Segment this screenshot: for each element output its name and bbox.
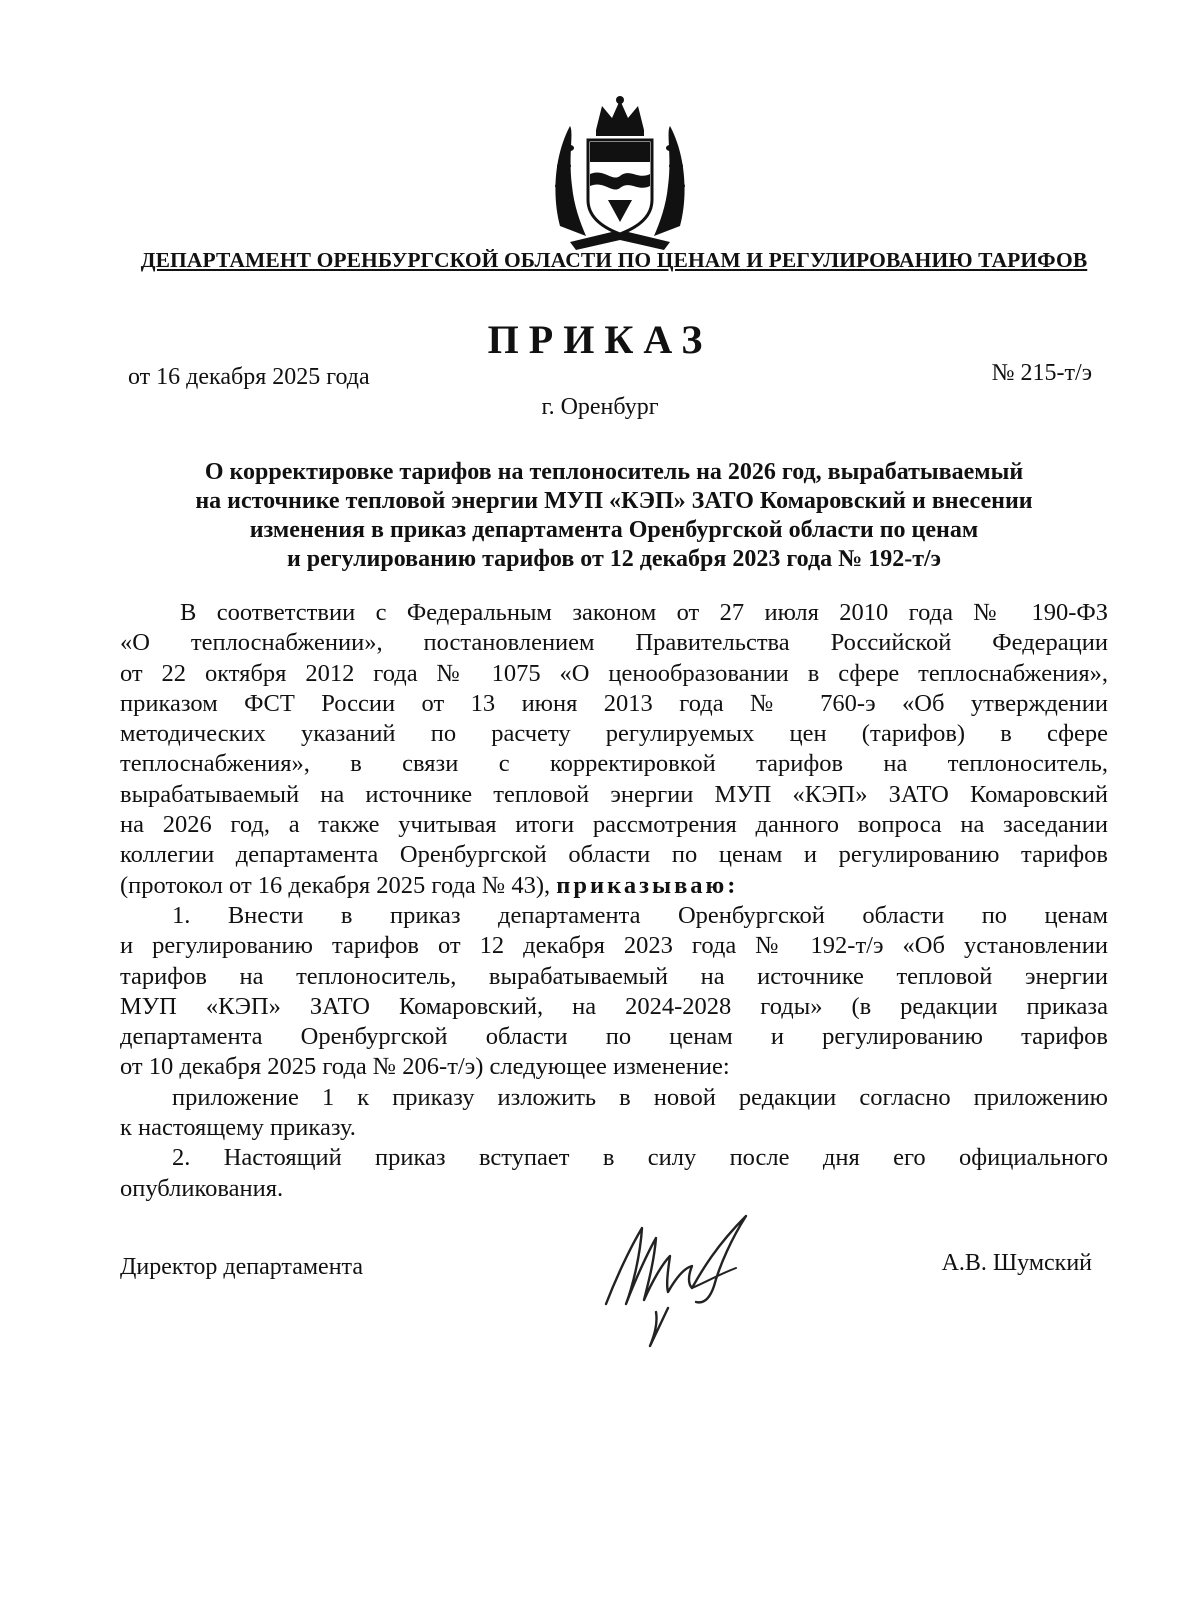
document-subject bbox=[120, 458, 1108, 574]
body-line: методических указаний по расчету регулируемых цен (тарифов) в сфере bbox=[120, 720, 1108, 748]
coat-of-arms-icon bbox=[550, 96, 690, 254]
body-line: опубликования. bbox=[120, 1174, 284, 1202]
subject-line: изменения в приказ департамента Оренбургской области по ценам bbox=[249, 517, 979, 543]
body-line: коллегии департамента Оренбургской области по ценам и регулированию тарифов bbox=[120, 841, 1108, 869]
body-line: от 10 декабря 2025 года № 206-т/э) следующее изменение: bbox=[120, 1053, 730, 1081]
subject-line: и регулированию тарифов от 12 декабря 2023 года № 192-т/э bbox=[286, 546, 942, 572]
body-line bbox=[120, 871, 1108, 901]
body-line: теплоснабжения», в связи с корректировкой тарифов на теплоноситель, bbox=[120, 750, 1108, 778]
body-line: вырабатываемый на источнике тепловой энергии МУП «КЭП» ЗАТО Комаровский bbox=[120, 780, 1108, 808]
document-body bbox=[120, 598, 1108, 1204]
subject-line: О корректировке тарифов на теплоноситель на 2026 год, вырабатываемый bbox=[204, 459, 1024, 485]
department-name: ДЕПАРТАМЕНТ ОРЕНБУРГСКОЙ ОБЛАСТИ ПО ЦЕНАМ И РЕГУЛИРОВАНИЮ ТАРИФОВ bbox=[140, 248, 1088, 272]
body-line: 1. Внести в приказ департамента Оренбургской области по ценам bbox=[172, 901, 1108, 929]
document-number: № 215-т/э bbox=[991, 360, 1092, 386]
body-line: тарифов на теплоноситель, вырабатываемый на источнике тепловой энергии bbox=[120, 962, 1108, 990]
body-line: на 2026 год, а также учитывая итоги рассмотрения данного вопроса на заседании bbox=[120, 811, 1108, 839]
body-line: и регулированию тарифов от 12 декабря 2023 года № 192-т/э «Об установлении bbox=[120, 932, 1108, 960]
document-date: от 16 декабря 2025 года bbox=[128, 364, 370, 390]
body-line: «О теплоснабжении», постановлением Правительства Российской Федерации bbox=[120, 629, 1108, 657]
body-line: МУП «КЭП» ЗАТО Комаровский, на 2024-2028 годы» (в редакции приказа bbox=[120, 992, 1108, 1020]
body-line: от 22 октября 2012 года № 1075 «О ценообразовании в сфере теплоснабжения», bbox=[120, 659, 1108, 687]
body-line: В соответствии с Федеральным законом от 27 июля 2010 года № 190-ФЗ bbox=[180, 599, 1108, 626]
document-title: ПРИКАЗ bbox=[487, 317, 713, 362]
body-line: 2. Настоящий приказ вступает в силу после дня его официального bbox=[172, 1144, 1108, 1172]
subject-line: на источнике тепловой энергии МУП «КЭП» ЗАТО Комаровский и внесении bbox=[195, 488, 1033, 514]
body-line: департамента Оренбургской области по ценам и регулированию тарифов bbox=[120, 1023, 1108, 1051]
body-line: приложение 1 к приказу изложить в новой редакции согласно приложению bbox=[172, 1083, 1108, 1111]
protocol-text: (протокол от 16 декабря 2025 года № 43), bbox=[120, 871, 551, 899]
signature-icon bbox=[596, 1208, 782, 1350]
order-word: приказываю: bbox=[556, 871, 739, 899]
body-line: к настоящему приказу. bbox=[120, 1114, 356, 1142]
signatory-name: А.В. Шумский bbox=[941, 1250, 1092, 1276]
document-city: г. Оренбург bbox=[541, 394, 659, 420]
body-line: приказом ФСТ России от 13 июня 2013 года № 760-э «Об утверждении bbox=[120, 689, 1108, 717]
signatory-position: Директор департамента bbox=[120, 1254, 363, 1280]
